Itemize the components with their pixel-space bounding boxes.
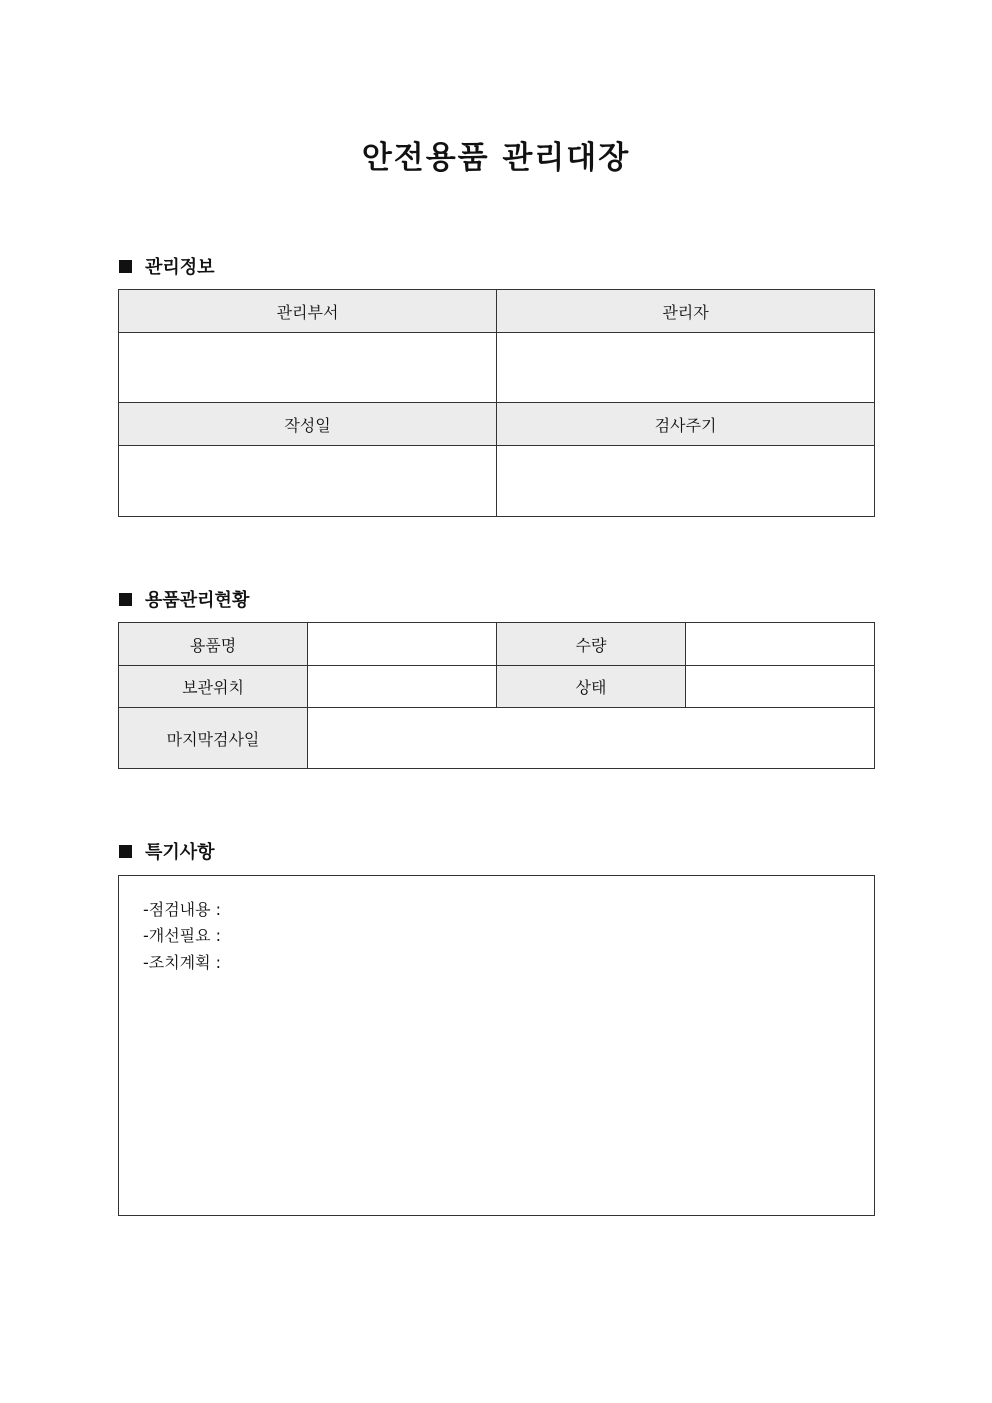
header-created-date: 작성일 xyxy=(119,403,497,446)
last-inspection-date-field[interactable] xyxy=(308,708,875,769)
remarks-line-inspection: -점검내용 : xyxy=(143,900,222,919)
condition-field[interactable] xyxy=(686,666,875,708)
label-quantity: 수량 xyxy=(497,623,686,666)
manager-field[interactable] xyxy=(497,333,875,403)
remarks-line-action-plan: -조치계획 : xyxy=(143,953,222,972)
header-manager: 관리자 xyxy=(497,290,875,333)
document-title: 안전용품 관리대장 xyxy=(361,140,631,176)
label-storage-location: 보관위치 xyxy=(119,666,308,708)
storage-location-field[interactable] xyxy=(308,666,497,708)
label-item-name: 용품명 xyxy=(119,623,308,666)
section-heading-label: 특기사항 xyxy=(145,842,215,863)
remarks-box[interactable] xyxy=(118,875,875,1216)
department-field[interactable] xyxy=(119,333,497,403)
section-heading-label: 관리정보 xyxy=(145,257,215,278)
created-date-field[interactable] xyxy=(119,446,497,517)
section-heading-remarks xyxy=(119,838,215,864)
inspection-cycle-field[interactable] xyxy=(497,446,875,517)
remarks-line-improvement: -개선필요 : xyxy=(143,926,222,945)
header-department: 관리부서 xyxy=(119,290,497,333)
square-bullet-icon xyxy=(119,593,132,606)
square-bullet-icon xyxy=(119,260,132,273)
section-heading-label: 용품관리현황 xyxy=(145,590,250,611)
label-condition: 상태 xyxy=(497,666,686,708)
management-info-table xyxy=(118,289,875,517)
item-name-field[interactable] xyxy=(308,623,497,666)
header-inspection-cycle: 검사주기 xyxy=(497,403,875,446)
section-heading-management-info xyxy=(119,253,215,279)
square-bullet-icon xyxy=(119,845,132,858)
item-status-table xyxy=(118,622,875,769)
quantity-field[interactable] xyxy=(686,623,875,666)
section-heading-item-status xyxy=(119,586,249,612)
label-last-inspection-date: 마지막검사일 xyxy=(119,708,308,769)
